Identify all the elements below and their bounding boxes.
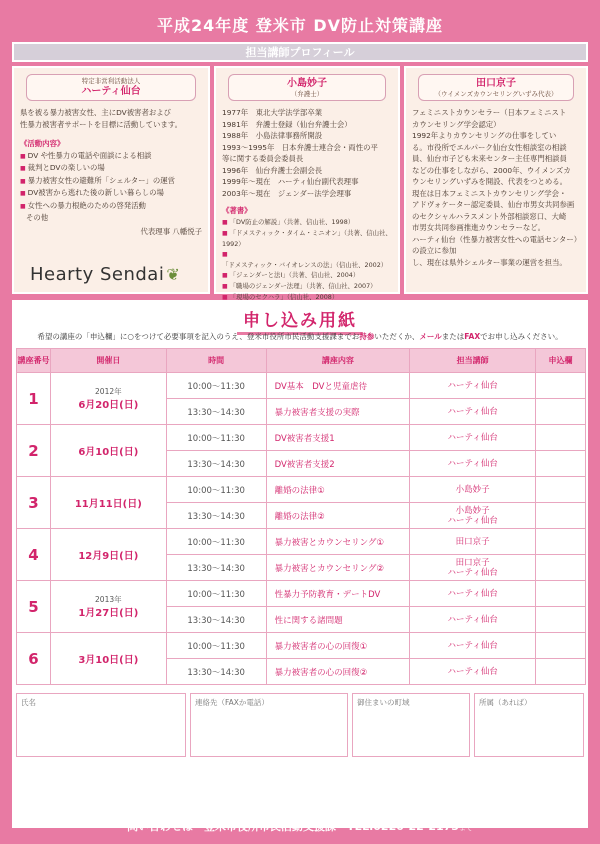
- session-lecturer: ハーティ仙台: [410, 581, 536, 607]
- session-date: 11月11日(日): [74, 499, 142, 510]
- session-content: 暴力被害とカウンセリング②: [266, 555, 410, 581]
- schedule-table: [16, 348, 586, 685]
- session-lecturer: 田口京子 ハーティ仙台: [410, 555, 536, 581]
- session-time: 10:00〜11:30: [166, 425, 266, 451]
- apply-checkbox-cell[interactable]: [536, 503, 586, 529]
- apply-checkbox-cell[interactable]: [536, 633, 586, 659]
- session-date: 6月20日(日): [78, 399, 139, 411]
- area-field[interactable]: [352, 693, 470, 757]
- session-lecturer: 田口京子: [410, 529, 536, 555]
- list-item: ■ 「ドメスティック・タイム・ミニオン」（共著、信山社、1992）: [222, 228, 392, 249]
- footer-text: 問い合わせは 登米市役所市民活動支援課 TEL.0220-22-2173: [127, 820, 459, 833]
- form-title: [13, 301, 587, 329]
- session-number: 6: [17, 633, 51, 685]
- header-content: 講座内容: [266, 349, 410, 373]
- desc-text: でお申し込みください。: [480, 332, 563, 341]
- session-time: 10:00〜11:30: [166, 633, 266, 659]
- hearty-sendai-logo: [30, 263, 181, 285]
- table-row: [17, 373, 586, 399]
- history-line: 1999年〜現在 ハーティ仙台副代表理事: [222, 177, 359, 186]
- session-time: 13:30〜14:30: [166, 659, 266, 685]
- history-line: 1996年 仙台弁護士会副会長: [222, 165, 323, 175]
- list-item: ■ 女性への暴力根絶のための啓発活動: [20, 200, 202, 213]
- apply-checkbox-cell[interactable]: [536, 659, 586, 685]
- session-lecturer: ハーティ仙台: [410, 425, 536, 451]
- list-item: ■ 「ジェンダーと法Ⅰ」（共著、信山社、2004）: [222, 270, 392, 281]
- field-label: 御住まいの町域: [357, 698, 410, 707]
- apply-checkbox-cell[interactable]: [536, 373, 586, 399]
- session-number: 2: [17, 425, 51, 477]
- session-year: 2013年: [95, 594, 122, 604]
- profile-line: アドヴォケーター認定委員、仙台市男女共同参画: [412, 200, 575, 209]
- desc-text: または: [441, 332, 465, 341]
- session-date-cell: [50, 373, 166, 425]
- session-date-cell: [50, 633, 166, 685]
- applicant-fields: [16, 693, 584, 757]
- session-time: 13:30〜14:30: [166, 503, 266, 529]
- history-line: 1988年 小島法律事務所開設: [222, 131, 323, 140]
- list-item: ■ 「ドメスティック・バイオレンスの法」（信山社、2002）: [222, 249, 392, 270]
- session-number: 3: [17, 477, 51, 529]
- session-date: 6月10日(日): [78, 447, 139, 458]
- profile-line: 性暴力被害者サポートを目標に活動しています。: [20, 119, 183, 129]
- form-description: [13, 329, 587, 348]
- session-lecturer: ハーティ仙台: [410, 451, 536, 477]
- desc-highlight: メール: [419, 332, 442, 341]
- session-date-cell: [50, 529, 166, 581]
- profile-kojima: [214, 66, 400, 301]
- profile-org: 特定非営利活動法人: [81, 77, 141, 85]
- session-time: 13:30〜14:30: [166, 399, 266, 425]
- session-date: 1月27日(日): [78, 607, 139, 619]
- profile-line: 員、仙台市子ども未来センター主任専門相談員: [412, 154, 567, 163]
- session-content: 暴力被害とカウンセリング①: [266, 529, 410, 555]
- flyer: [10, 6, 590, 838]
- session-date-cell: [50, 581, 166, 633]
- apply-checkbox-cell[interactable]: [536, 425, 586, 451]
- session-year: 2012年: [95, 386, 122, 396]
- apply-checkbox-cell[interactable]: [536, 607, 586, 633]
- table-row: [17, 529, 586, 555]
- table-row: [17, 477, 586, 503]
- table-header-row: [17, 349, 586, 373]
- session-content: DV基本 DVと児童虐待: [266, 373, 410, 399]
- profile-line: フェミニストカウンセラー（日本フェミニスト: [412, 108, 567, 117]
- desc-text: 希望の講座の「申込欄」に○をつけて必要事項を記入のうえ、登米市役所市民活動支援課までお: [37, 332, 360, 341]
- session-time: 10:00〜11:30: [166, 373, 266, 399]
- activities-list: [20, 150, 202, 213]
- session-lecturer: ハーティ仙台: [410, 659, 536, 685]
- profile-line: る。市役所でエルパーク仙台女性相談室の相談: [412, 142, 567, 152]
- session-lecturer: 小島妙子 ハーティ仙台: [410, 503, 536, 529]
- profile-taguchi: [404, 66, 588, 294]
- session-number: 5: [17, 581, 51, 633]
- table-row: [17, 633, 586, 659]
- profile-subtitle: （ウイメンズカウンセリングいずみ代表）: [434, 90, 558, 98]
- books-list: [222, 217, 392, 303]
- profile-line: のセクシャルハラスメント外部相談窓口、大崎: [412, 211, 567, 221]
- apply-checkbox-cell[interactable]: [536, 555, 586, 581]
- profile-line: 1992年よりカウンセリングの仕事をしてい: [412, 131, 557, 140]
- session-time: 10:00〜11:30: [166, 581, 266, 607]
- profile-line: ハーティ仙台（性暴力被害女性への電話センター）の設立に参加: [412, 234, 578, 255]
- activities-end: その他: [26, 213, 49, 222]
- profile-namebox: [26, 74, 196, 101]
- list-item: ■ 「DV防止の解説」（共著、信山社、1998）: [222, 217, 392, 228]
- profiles: [10, 62, 590, 301]
- table-row: [17, 425, 586, 451]
- profile-namebox: [418, 74, 574, 101]
- session-content: 暴力被害者の心の回復②: [266, 659, 410, 685]
- session-date: 12月9日(日): [78, 551, 139, 562]
- list-item: ■ 「職場のジェンダー法理」（共著、信山社、2007）: [222, 281, 392, 292]
- session-number: 4: [17, 529, 51, 581]
- form-title-text: 申し込み用紙: [237, 311, 363, 335]
- profile-subtitle: （弁護士）: [290, 90, 324, 98]
- session-lecturer: 小島妙子: [410, 477, 536, 503]
- profile-name: 小島妙子: [287, 78, 327, 89]
- profile-line: カウンセリング学会認定）: [412, 119, 501, 129]
- session-time: 13:30〜14:30: [166, 555, 266, 581]
- header-no: 講座番号: [17, 349, 51, 373]
- history-line: 1981年 弁護士登録（仙台弁護士会）: [222, 119, 352, 129]
- profile-line: ウンセリングいずみを開設、代表をつとめる。: [412, 177, 568, 186]
- profile-line: 市男女共同参画推進カウンセラーなど。: [412, 223, 546, 232]
- session-lecturer: ハーティ仙台: [410, 633, 536, 659]
- name-field[interactable]: [16, 693, 186, 757]
- application-form: [12, 300, 588, 828]
- history-line: 1977年 東北大学法学部卒業: [222, 108, 323, 117]
- apply-checkbox-cell[interactable]: [536, 399, 586, 425]
- session-content: 暴力被害者支援の実際: [266, 399, 410, 425]
- list-item: ■ 「現場のセクハラ」（信山社、2008）: [222, 292, 392, 303]
- header-apply: 申込欄: [536, 349, 586, 373]
- session-time: 13:30〜14:30: [166, 451, 266, 477]
- session-content: 性に関する諸問題: [266, 607, 410, 633]
- apply-checkbox-cell[interactable]: [536, 529, 586, 555]
- session-content: 性暴力予防教育・デートDV: [266, 581, 410, 607]
- session-lecturer: ハーティ仙台: [410, 399, 536, 425]
- representative: 代表理事 八幡悦子: [140, 226, 202, 236]
- apply-checkbox-cell[interactable]: [536, 451, 586, 477]
- session-number: 1: [17, 373, 51, 425]
- field-label: 所属（あれば）: [479, 698, 532, 707]
- session-content: DV被害者支援1: [266, 425, 410, 451]
- profile-line: などの仕事をしながら、2000年、ウイメンズカ: [412, 165, 571, 175]
- apply-checkbox-cell[interactable]: [536, 581, 586, 607]
- field-label: 連絡先（FAXか電話）: [195, 698, 269, 707]
- footer-small: まで: [458, 824, 473, 832]
- logo-text: Hearty Sendai: [30, 263, 165, 285]
- books-title: 《著書》: [222, 206, 252, 215]
- profile-band: 担当講師プロフィール: [12, 42, 588, 62]
- header-lecturer: 担当講師: [410, 349, 536, 373]
- list-item: ■ 暴力被害女性の避難所「シェルター」の運営: [20, 175, 202, 188]
- session-lecturer: ハーティ仙台: [410, 373, 536, 399]
- table-row: [17, 581, 586, 607]
- list-item: ■ DV や性暴力の電話や面談による相談: [20, 150, 202, 163]
- contact-field[interactable]: [190, 693, 348, 757]
- profile-name: 田口京子: [476, 78, 516, 89]
- session-content: 離婚の法律②: [266, 503, 410, 529]
- activities-title: 《活動内容》: [20, 139, 65, 148]
- profile-namebox: [228, 74, 386, 101]
- profile-name: ハーティ仙台: [81, 86, 141, 97]
- session-time: 10:00〜11:30: [166, 529, 266, 555]
- session-date-cell: [50, 477, 166, 529]
- list-item: ■ 裁判とDVの楽しいの場: [20, 162, 202, 175]
- profile-hearty-sendai: [12, 66, 210, 294]
- apply-checkbox-cell[interactable]: [536, 477, 586, 503]
- header-time: 時間: [166, 349, 266, 373]
- session-date-cell: [50, 425, 166, 477]
- profile-line: 県を被る暴力被害女性、主にDV被害者および: [20, 108, 172, 117]
- profile-line: し、現在は県外シェルター事業の運営を担当。: [412, 257, 567, 267]
- session-content: 離婚の法律①: [266, 477, 410, 503]
- desc-text: いただくか、: [374, 332, 420, 341]
- history-line: 1993〜1995年 日本弁護士連合会・両性の平: [222, 142, 378, 152]
- session-lecturer: ハーティ仙台: [410, 607, 536, 633]
- session-time: 13:30〜14:30: [166, 607, 266, 633]
- session-time: 10:00〜11:30: [166, 477, 266, 503]
- page-title: 平成24年度 登米市 DV防止対策講座: [156, 15, 444, 35]
- history-line: 2003年〜現在 ジェンダー法学会理事: [222, 188, 352, 198]
- footer-contact: [10, 818, 590, 834]
- desc-highlight: 持参: [359, 332, 375, 341]
- profile-line: 現在は日本フェミニストカウンセリング学会・: [412, 188, 567, 198]
- header-date: 開催日: [50, 349, 166, 373]
- list-item: ■ DV被害から逃れた後の新しい暮らしの場: [20, 187, 202, 200]
- schedule-body: [17, 373, 586, 685]
- session-content: 暴力被害者の心の回復①: [266, 633, 410, 659]
- session-date: 3月10日(日): [78, 655, 139, 666]
- session-content: DV被害者支援2: [266, 451, 410, 477]
- affiliation-field[interactable]: [474, 693, 584, 757]
- field-label: 氏名: [21, 698, 36, 707]
- desc-highlight: FAX: [464, 332, 481, 341]
- history-line: 等に関する委員会委員長: [222, 154, 304, 163]
- leaf-icon: ❦: [166, 264, 181, 284]
